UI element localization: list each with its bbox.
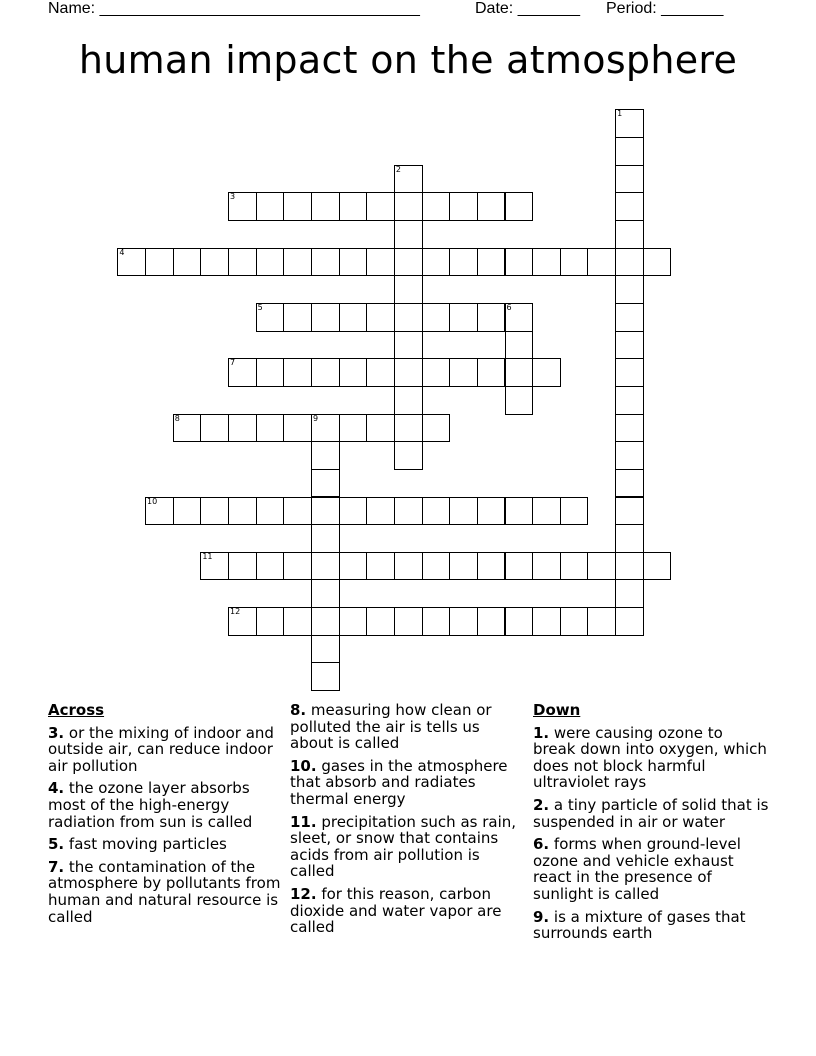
date-field-label[interactable]: Date: _______ xyxy=(475,0,580,17)
grid-cell[interactable] xyxy=(615,275,644,304)
grid-cell[interactable] xyxy=(394,414,423,443)
grid-cell[interactable] xyxy=(587,552,616,581)
clue-number: 4 xyxy=(119,247,125,257)
grid-cell[interactable] xyxy=(477,607,506,636)
grid-cell[interactable] xyxy=(505,331,534,360)
grid-cell[interactable] xyxy=(615,137,644,166)
grid-cell[interactable] xyxy=(283,248,312,277)
grid-cell[interactable] xyxy=(117,248,146,277)
grid-cell[interactable] xyxy=(505,386,534,415)
grid-cell[interactable] xyxy=(228,248,257,277)
grid-cell[interactable] xyxy=(422,303,451,332)
clue-number: 1 xyxy=(617,109,623,119)
grid-cell[interactable] xyxy=(256,414,285,443)
grid-cell[interactable] xyxy=(228,497,257,526)
grid-cell[interactable] xyxy=(394,497,423,526)
grid-cell[interactable] xyxy=(422,358,451,387)
grid-cell[interactable] xyxy=(228,607,257,636)
grid-cell[interactable] xyxy=(615,331,644,360)
grid-cell[interactable] xyxy=(615,497,644,526)
grid-cell[interactable] xyxy=(366,303,395,332)
grid-cell[interactable] xyxy=(560,248,589,277)
grid-cell[interactable] xyxy=(256,358,285,387)
grid-cell[interactable] xyxy=(505,248,534,277)
clue-number: 10 xyxy=(147,496,158,506)
grid-cell[interactable] xyxy=(615,192,644,221)
grid-cell[interactable] xyxy=(283,552,312,581)
grid-cell[interactable] xyxy=(311,248,340,277)
grid-cell[interactable] xyxy=(394,331,423,360)
grid-cell[interactable] xyxy=(311,441,340,470)
down-clue-2: 2. a tiny particle of solid that is suspended in air or water xyxy=(533,795,769,831)
grid-cell[interactable] xyxy=(173,248,202,277)
grid-cell[interactable] xyxy=(366,607,395,636)
grid-cell[interactable] xyxy=(587,607,616,636)
grid-cell[interactable] xyxy=(394,248,423,277)
grid-cell[interactable] xyxy=(339,414,368,443)
grid-cell[interactable] xyxy=(200,552,229,581)
across-clue-4: 4. the ozone layer absorbs most of the high-energy radiation from sun is called xyxy=(48,779,253,831)
grid-cell[interactable] xyxy=(560,552,589,581)
grid-cell[interactable] xyxy=(615,552,644,581)
grid-cell[interactable] xyxy=(283,358,312,387)
grid-cell[interactable] xyxy=(422,552,451,581)
grid-cell[interactable] xyxy=(532,358,561,387)
grid-cell[interactable] xyxy=(422,414,451,443)
grid-cell[interactable] xyxy=(615,469,644,498)
grid-cell[interactable] xyxy=(615,414,644,443)
grid-cell[interactable] xyxy=(311,497,340,526)
grid-cell[interactable] xyxy=(615,386,644,415)
grid-cell[interactable] xyxy=(449,552,478,581)
grid-cell[interactable] xyxy=(615,303,644,332)
grid-cell[interactable] xyxy=(366,192,395,221)
grid-cell[interactable] xyxy=(228,552,257,581)
clue-number: 12 xyxy=(230,607,241,617)
grid-cell[interactable] xyxy=(394,192,423,221)
grid-cell[interactable] xyxy=(615,441,644,470)
grid-cell[interactable] xyxy=(532,497,561,526)
down-clue-1: 1. were causing ozone to break down into oxygen, which does not block harmful ultraviolet rays xyxy=(533,723,767,792)
grid-cell[interactable] xyxy=(339,552,368,581)
grid-cell[interactable] xyxy=(228,192,257,221)
across-clue-12: 12. for this reason, carbon dioxide and water vapor are called xyxy=(290,884,502,937)
grid-cell[interactable] xyxy=(145,248,174,277)
grid-cell[interactable] xyxy=(477,552,506,581)
grid-cell[interactable] xyxy=(283,607,312,636)
grid-cell[interactable] xyxy=(173,414,202,443)
grid-cell[interactable] xyxy=(449,607,478,636)
across-clue-10: 10. gases in the atmosphere that absorb and radiates thermal energy xyxy=(290,756,508,808)
grid-cell[interactable] xyxy=(643,552,672,581)
grid-cell[interactable] xyxy=(505,497,534,526)
grid-cell[interactable] xyxy=(449,497,478,526)
grid-cell[interactable] xyxy=(311,662,340,691)
grid-cell[interactable] xyxy=(394,275,423,304)
clue-number: 5 xyxy=(257,302,263,312)
grid-cell[interactable] xyxy=(339,607,368,636)
grid-cell[interactable] xyxy=(256,552,285,581)
grid-cell[interactable] xyxy=(394,303,423,332)
grid-cell[interactable] xyxy=(394,165,423,194)
across-clues-column-2 xyxy=(290,702,522,942)
grid-cell[interactable] xyxy=(422,192,451,221)
grid-cell[interactable] xyxy=(200,497,229,526)
grid-cell[interactable] xyxy=(256,497,285,526)
grid-cell[interactable] xyxy=(477,303,506,332)
grid-cell[interactable] xyxy=(339,497,368,526)
grid-cell[interactable] xyxy=(615,248,644,277)
down-clues-column xyxy=(533,702,769,948)
grid-cell[interactable] xyxy=(366,552,395,581)
puzzle-title: human impact on the atmosphere xyxy=(78,38,738,82)
grid-cell[interactable] xyxy=(311,469,340,498)
grid-cell[interactable] xyxy=(615,109,644,138)
across-clue-5: 5. fast moving particles xyxy=(48,835,227,854)
grid-cell[interactable] xyxy=(339,192,368,221)
grid-cell[interactable] xyxy=(311,607,340,636)
grid-cell[interactable] xyxy=(422,497,451,526)
across-clue-8: 8. measuring how clean or polluted the air is tells us about is called xyxy=(290,701,492,753)
grid-cell[interactable] xyxy=(256,607,285,636)
grid-cell[interactable] xyxy=(366,358,395,387)
grid-cell[interactable] xyxy=(587,248,616,277)
clue-number: 8 xyxy=(174,413,180,423)
grid-cell[interactable] xyxy=(145,497,174,526)
down-clue-9: 9. is a mixture of gases that surrounds earth xyxy=(533,907,746,943)
grid-cell[interactable] xyxy=(311,414,340,443)
grid-cell[interactable] xyxy=(477,192,506,221)
grid-cell[interactable] xyxy=(560,497,589,526)
grid-cell[interactable] xyxy=(311,524,340,553)
grid-cell[interactable] xyxy=(366,497,395,526)
grid-cell[interactable] xyxy=(394,552,423,581)
period-field-label[interactable]: Period: _______ xyxy=(606,0,724,17)
grid-cell[interactable] xyxy=(615,524,644,553)
grid-cell[interactable] xyxy=(422,607,451,636)
clue-number: 3 xyxy=(230,192,236,202)
grid-cell[interactable] xyxy=(505,303,534,332)
grid-cell[interactable] xyxy=(477,358,506,387)
down-heading: Down xyxy=(533,701,581,719)
grid-cell[interactable] xyxy=(311,192,340,221)
grid-cell[interactable] xyxy=(422,248,451,277)
grid-cell[interactable] xyxy=(449,303,478,332)
grid-cell[interactable] xyxy=(311,552,340,581)
clue-number: 9 xyxy=(312,413,319,423)
grid-cell[interactable] xyxy=(615,165,644,194)
grid-cell[interactable] xyxy=(394,386,423,415)
grid-cell[interactable] xyxy=(311,579,340,608)
grid-cell[interactable] xyxy=(505,607,534,636)
grid-cell[interactable] xyxy=(366,414,395,443)
grid-cell[interactable] xyxy=(505,552,534,581)
grid-cell[interactable] xyxy=(256,248,285,277)
grid-cell[interactable] xyxy=(449,248,478,277)
grid-cell[interactable] xyxy=(394,358,423,387)
clue-number: 7 xyxy=(230,358,236,368)
grid-cell[interactable] xyxy=(339,303,368,332)
grid-cell[interactable] xyxy=(615,607,644,636)
grid-cell[interactable] xyxy=(532,607,561,636)
grid-cell[interactable] xyxy=(256,192,285,221)
grid-cell[interactable] xyxy=(311,358,340,387)
across-clue-11: 11. precipitation such as rain, sleet, or snow that contains acids from air pollution is called xyxy=(290,812,517,881)
across-clue-7: 7. the contamination of the atmosphere by pollutants from human and natural resource is called xyxy=(48,857,281,926)
grid-cell[interactable] xyxy=(311,303,340,332)
grid-cell[interactable] xyxy=(256,303,285,332)
grid-cell[interactable] xyxy=(339,358,368,387)
grid-cell[interactable] xyxy=(173,497,202,526)
grid-cell[interactable] xyxy=(505,192,534,221)
clue-number: 11 xyxy=(202,551,213,561)
grid-cell[interactable] xyxy=(615,358,644,387)
grid-cell[interactable] xyxy=(366,248,395,277)
grid-cell[interactable] xyxy=(311,635,340,664)
grid-cell[interactable] xyxy=(477,248,506,277)
grid-cell[interactable] xyxy=(200,414,229,443)
grid-cell[interactable] xyxy=(643,248,672,277)
grid-cell[interactable] xyxy=(200,248,229,277)
grid-cell[interactable] xyxy=(339,248,368,277)
down-clue-6: 6. forms when ground-level ozone and vehicle exhaust react in the presence of sunlight is called xyxy=(533,835,741,903)
grid-cell[interactable] xyxy=(532,248,561,277)
grid-cell[interactable] xyxy=(449,192,478,221)
grid-cell[interactable] xyxy=(283,192,312,221)
name-field-label[interactable]: Name: ____________________________________ xyxy=(48,0,420,17)
grid-cell[interactable] xyxy=(449,358,478,387)
clue-number: 2 xyxy=(395,164,401,174)
grid-cell[interactable] xyxy=(615,220,644,249)
grid-cell[interactable] xyxy=(283,414,312,443)
grid-cell[interactable] xyxy=(228,414,257,443)
across-heading: Across xyxy=(48,701,105,719)
clue-number: 6 xyxy=(506,302,512,312)
across-clue-3: 3. or the mixing of indoor and outside air, can reduce indoor air pollution xyxy=(48,723,274,775)
grid-cell[interactable] xyxy=(615,579,644,608)
grid-cell[interactable] xyxy=(283,303,312,332)
across-clues-column-1 xyxy=(48,702,284,931)
grid-cell[interactable] xyxy=(394,220,423,249)
grid-cell[interactable] xyxy=(505,358,534,387)
grid-cell[interactable] xyxy=(394,607,423,636)
grid-cell[interactable] xyxy=(532,552,561,581)
grid-cell[interactable] xyxy=(228,358,257,387)
grid-cell[interactable] xyxy=(477,497,506,526)
grid-cell[interactable] xyxy=(283,497,312,526)
grid-cell[interactable] xyxy=(560,607,589,636)
grid-cell[interactable] xyxy=(394,441,423,470)
